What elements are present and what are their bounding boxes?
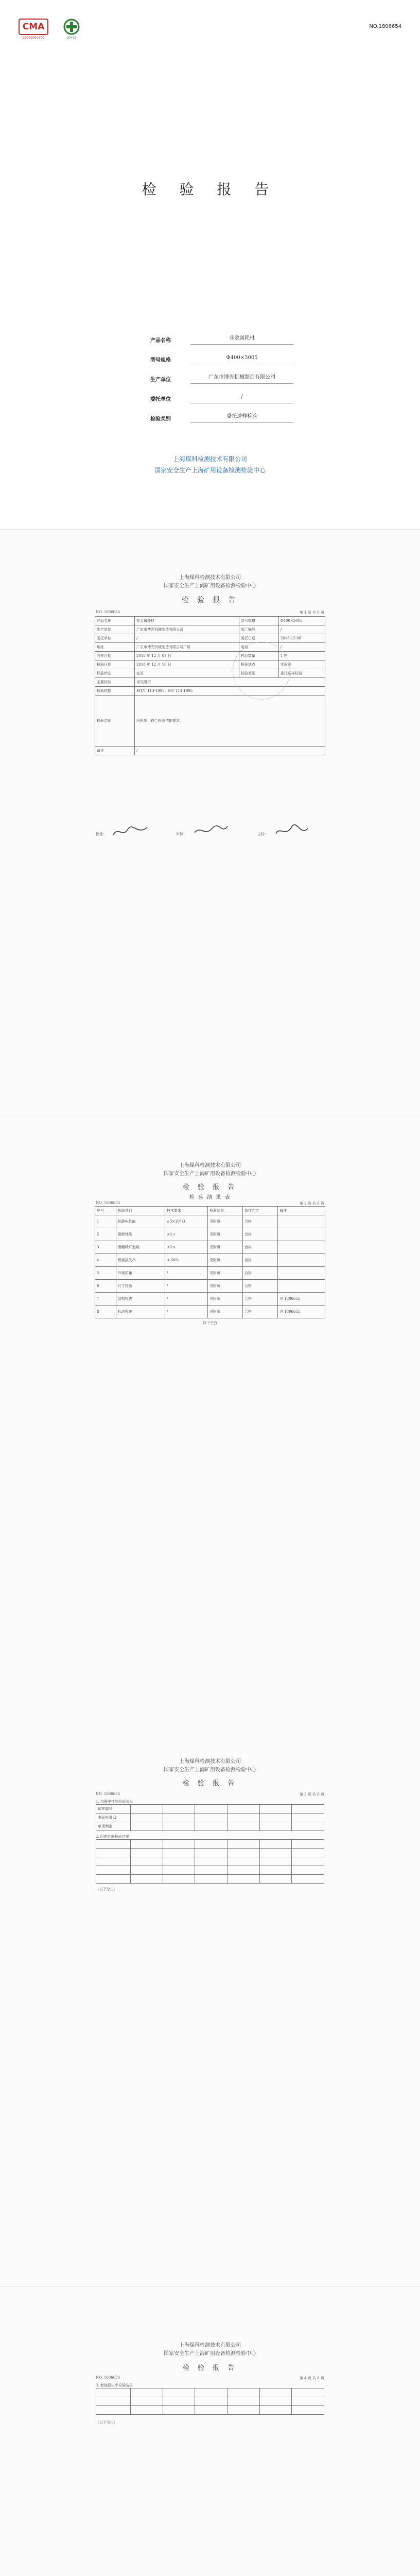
- blank-marker: （以下空白）: [96, 2420, 117, 2425]
- table-row: [96, 1849, 324, 1857]
- table-row: [95, 643, 325, 652]
- row-value: MT/T 113-1995、MT 113-1995: [135, 687, 325, 696]
- table-row: [95, 625, 325, 634]
- row-label: 样品数量: [239, 652, 278, 660]
- table-cell: 6: [95, 1280, 116, 1293]
- table-cell: 4: [95, 1254, 116, 1267]
- org-header-line2: 国家安全生产上海矿用设备检测检验中心: [164, 583, 256, 589]
- report-page-5: [0, 2286, 420, 2576]
- table-row: [95, 1228, 325, 1241]
- row-label: 检验依据: [95, 687, 135, 696]
- cnas-logo-sub: L0406: [66, 36, 77, 40]
- row-value: 2018 年 12 月 07 日: [135, 652, 239, 660]
- row-label: 样品状态: [95, 669, 135, 678]
- cma-logo-text: CMA: [22, 22, 45, 32]
- cover-page: [0, 0, 420, 529]
- column-header: 单项判定: [243, 1207, 278, 1215]
- table-cell: 见附页: [208, 1306, 243, 1318]
- report-page-4: [0, 1701, 420, 2286]
- table-row: [96, 2397, 324, 2406]
- table-cell: 合格: [243, 1280, 278, 1293]
- row-value: 2018 年 12 月 10 日: [135, 660, 239, 669]
- cma-logo: [19, 19, 48, 42]
- section-heading-loss: 3. 燃烧损失率检验结果: [96, 2383, 133, 2387]
- row-label: 检验地点: [239, 660, 278, 669]
- table-row: [96, 1875, 324, 1884]
- section-heading-antistatic: 1. 抗静电性能检验结果: [96, 1800, 133, 1804]
- row-value: Φ400×3005: [278, 617, 325, 625]
- cnas-logo-icon: [61, 19, 82, 35]
- info-table-grid: [95, 616, 325, 755]
- table-row: [95, 696, 325, 747]
- page-number: 第 3 页 共 6 页: [299, 1792, 324, 1797]
- table-cell: ≤ 50%: [165, 1254, 207, 1267]
- table-row: [95, 1215, 325, 1228]
- org-header-line2: 国家安全生产上海矿用设备检测检验中心: [164, 1171, 256, 1177]
- signature-inspect: [274, 823, 310, 839]
- report-number: NO. 1806654: [96, 1792, 120, 1796]
- table-cell: [277, 1215, 325, 1228]
- table-cell: 合格: [243, 1228, 278, 1241]
- table-cell: [277, 1228, 325, 1241]
- signature-review: [194, 823, 230, 839]
- org-header-line1: 上海煤科检测技术有限公司: [179, 1759, 241, 1765]
- table-cell: 抗静电性能: [116, 1215, 165, 1228]
- table-row: [96, 2406, 324, 2415]
- table-cell: /: [165, 1293, 207, 1306]
- table-cell: 燃烧损失率: [116, 1254, 165, 1267]
- table-cell: ≤3 s: [165, 1241, 207, 1254]
- table-cell: 合格: [243, 1267, 278, 1280]
- table-row: [95, 678, 325, 687]
- row-label: 电话: [239, 643, 278, 652]
- cover-org-line1: 上海煤科检测技术有限公司: [172, 455, 247, 463]
- table-cell: 见 1806655: [277, 1293, 325, 1306]
- row-value: 1 件: [278, 652, 325, 660]
- client-value: /: [190, 393, 293, 403]
- table-row: [95, 669, 325, 678]
- cma-logo-sub: 15000000300: [23, 36, 44, 40]
- row-label: 检验日期: [95, 660, 135, 669]
- table-cell: [277, 1280, 325, 1293]
- row-label: 委托单位: [95, 634, 135, 643]
- sign-label-review: 审核：: [176, 832, 187, 836]
- table-cell: 尺寸检验: [116, 1280, 165, 1293]
- blank-marker: （以下空白）: [96, 1887, 117, 1891]
- column-header: 序号: [95, 1207, 116, 1215]
- table-row: [95, 1293, 325, 1306]
- table-cell: 7: [95, 1293, 116, 1306]
- table-cell: 标志检查: [116, 1306, 165, 1318]
- row-label: 备注: [95, 747, 135, 755]
- table-cell: 见附页: [208, 1215, 243, 1228]
- table-cell: 外观质量: [116, 1267, 165, 1280]
- row-value: 委托送样检验: [278, 669, 325, 678]
- row-label: 检验类别: [239, 669, 278, 678]
- org-header-line2: 国家安全生产上海矿用设备检测检验中心: [164, 1767, 256, 1773]
- table-row: [95, 1267, 325, 1280]
- table-cell: 见附页: [208, 1254, 243, 1267]
- row-value: 所检项目符合检验依据要求。: [135, 696, 325, 747]
- table-cell: 合格: [243, 1293, 278, 1306]
- row-label: 产品名称: [95, 617, 135, 625]
- table-row: [95, 617, 325, 625]
- table-row: [96, 1866, 324, 1875]
- table-cell: 见附页: [208, 1228, 243, 1241]
- table-cell: /: [165, 1280, 207, 1293]
- table-row: [96, 2388, 324, 2397]
- category-value: 委托送样检验: [190, 412, 293, 423]
- report-number: NO. 1806654: [96, 610, 120, 614]
- page-number: 第 2 页 共 6 页: [299, 1201, 324, 1206]
- product-name-value: 非金属耗材: [190, 334, 293, 345]
- cover-field-client: 委托单位 /: [150, 393, 305, 404]
- cover-title: 检 验 报 告: [142, 181, 278, 198]
- table-cell: /: [165, 1306, 207, 1318]
- sign-label-approve: 批准：: [96, 832, 107, 836]
- table-cell: /: [165, 1267, 207, 1280]
- table-row: [95, 634, 325, 643]
- row-label: 收样日期: [95, 652, 135, 660]
- org-header-line1: 上海煤科检测技术有限公司: [179, 2343, 241, 2348]
- table-row: [95, 1280, 325, 1293]
- table-cell: 见附页: [208, 1241, 243, 1254]
- table-row: [96, 1822, 324, 1831]
- column-header: 技术要求: [165, 1207, 207, 1215]
- table-row: [95, 1306, 325, 1318]
- row-value: 非金属耗材: [135, 617, 239, 625]
- page-title: 检 验 报 告: [181, 596, 239, 604]
- row-label: 表面电阻 Ω: [96, 1814, 131, 1822]
- org-header-line1: 上海煤科检测技术有限公司: [179, 1163, 241, 1168]
- row-label: 单项判定: [96, 1822, 131, 1831]
- table-row: [95, 747, 325, 755]
- table-cell: ≤3×10⁸ Ω: [165, 1215, 207, 1228]
- row-label: 主要检验: [95, 678, 135, 687]
- row-value: 广东市博光机械制造有限公司: [135, 625, 239, 634]
- page-number: 第 4 页 共 6 页: [299, 2376, 324, 2380]
- row-label: 地址: [95, 643, 135, 652]
- table-cell: 酒精喷灯燃烧: [116, 1241, 165, 1254]
- column-header: 检验结果: [208, 1207, 243, 1215]
- table-row: [96, 1840, 324, 1849]
- row-label: 型号规格: [239, 617, 278, 625]
- page-subtitle: 检 验 结 果 表: [189, 1195, 231, 1200]
- report-page-3: [0, 1115, 420, 1701]
- table-cell: [277, 1254, 325, 1267]
- column-header: 备注: [277, 1207, 325, 1215]
- table-row: [96, 1814, 324, 1822]
- table-cell: 阻燃性能: [116, 1228, 165, 1241]
- cover-org-line2: 国家安全生产上海矿用设备检测检验中心: [154, 467, 266, 474]
- cover-field-manufacturer: 生产单位 广东市博光机械制造有限公司: [150, 373, 305, 384]
- cnas-logo: [57, 19, 86, 42]
- page-title: 检 验 报 告: [182, 1183, 238, 1191]
- row-value: 广东市博光机械制造有限公司厂房: [135, 643, 239, 652]
- org-header-line2: 国家安全生产上海矿用设备检测检验中心: [164, 2351, 256, 2357]
- table-cell: ≤3 s: [165, 1228, 207, 1241]
- page-title: 检 验 报 告: [182, 2364, 238, 2372]
- row-label: 出厂编号: [239, 625, 278, 634]
- manufacturer-value: 广东市博光机械制造有限公司: [190, 373, 293, 384]
- table-cell: 结构检查: [116, 1293, 165, 1306]
- cover-field-product: 产品名称 非金属耗材: [150, 334, 305, 345]
- official-seal: [233, 642, 290, 700]
- results-table-grid: [95, 1206, 325, 1318]
- loss-table: [96, 2388, 324, 2415]
- table-cell: 2: [95, 1228, 116, 1241]
- table-cell: [277, 1241, 325, 1254]
- table-row: [95, 1254, 325, 1267]
- cover-field-model: 型号规格 Φ400×3005: [150, 353, 305, 365]
- results-table: [95, 1206, 325, 1326]
- section-heading-flame: 2. 阻燃性能检验结果: [96, 1835, 129, 1839]
- table-footer: 以下空白: [203, 1321, 217, 1325]
- table-cell: 见附页: [208, 1280, 243, 1293]
- row-value: /: [135, 634, 239, 643]
- table-cell: 8: [95, 1306, 116, 1318]
- table-cell: 见 1806655: [277, 1306, 325, 1318]
- antistatic-table: [96, 1804, 324, 1831]
- row-value: 完好: [135, 669, 239, 678]
- row-label: 生产单位: [95, 625, 135, 634]
- page-number: 第 1 页 共 6 页: [299, 611, 324, 615]
- org-header-line1: 上海煤科检测技术有限公司: [179, 575, 241, 581]
- row-value: /: [135, 747, 325, 755]
- signature-approve: [112, 823, 148, 839]
- row-label: 试样编号: [96, 1805, 131, 1814]
- table-row: [96, 1857, 324, 1866]
- table-cell: 1: [95, 1215, 116, 1228]
- table-cell: 合格: [243, 1241, 278, 1254]
- table-row: [96, 1805, 324, 1814]
- table-row: [95, 687, 325, 696]
- cover-field-category: 检验类别 委托送样检验: [150, 412, 305, 423]
- info-table: [95, 616, 325, 755]
- table-row: [95, 1241, 325, 1254]
- table-cell: 见附页: [208, 1267, 243, 1280]
- table-cell: 5: [95, 1267, 116, 1280]
- table-row: [95, 660, 325, 669]
- row-value: 2018-12-06: [278, 634, 325, 643]
- row-value: /: [278, 625, 325, 634]
- row-value: 实验室: [278, 660, 325, 669]
- model-value: Φ400×3005: [190, 353, 293, 364]
- report-page-2: [0, 529, 420, 1115]
- row-label: 委托日期: [239, 634, 278, 643]
- row-label: 检验结论: [95, 696, 135, 747]
- flame-table: [96, 1839, 324, 1884]
- table-cell: [277, 1267, 325, 1280]
- report-number: NO. 1806654: [96, 2376, 120, 2380]
- table-cell: 见附页: [208, 1293, 243, 1306]
- table-cell: 3: [95, 1241, 116, 1254]
- report-number: NO. 1806654: [96, 1201, 120, 1205]
- sign-label-inspect: 主检：: [257, 832, 268, 836]
- page-title: 检 验 报 告: [182, 1780, 238, 1787]
- table-cell: 合格: [243, 1306, 278, 1318]
- report-number: NO.1806654: [369, 24, 401, 29]
- table-cell: 合格: [243, 1215, 278, 1228]
- row-value: /: [278, 643, 325, 652]
- table-row: [95, 652, 325, 660]
- table-cell: 合格: [243, 1254, 278, 1267]
- row-value: 详见附页: [135, 678, 325, 687]
- column-header: 检验项目: [116, 1207, 165, 1215]
- table-header-row: [95, 1207, 325, 1215]
